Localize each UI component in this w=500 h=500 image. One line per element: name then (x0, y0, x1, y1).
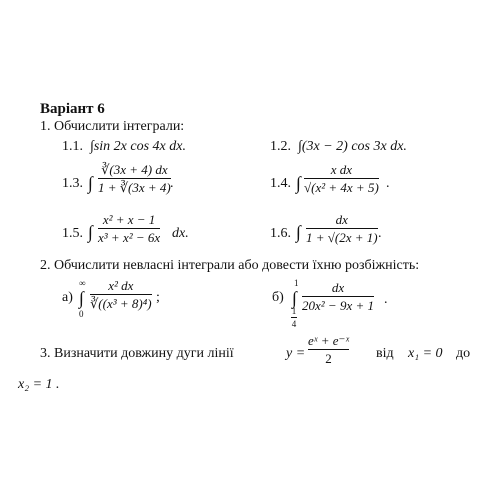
task2-b-denominator: 20x² − 9x + 1 (302, 298, 374, 313)
task2-b-numerator: dx (331, 280, 345, 295)
item-1-4-numerator: x dx (330, 162, 353, 177)
item-1-4-label: 1.4. (270, 176, 291, 191)
task2-heading: 2. Обчислити невласні інтеграли або довести їхню розбіжність: (40, 258, 420, 273)
task2-a-numerator: x² dx (108, 278, 134, 293)
task2-a-denominator: ∛((x³ + 8)⁴) (90, 296, 152, 311)
item-1-3-label: 1.3. (62, 176, 83, 191)
item-1-5-suffix: dx. (172, 226, 189, 241)
item-1-3-fraction (98, 162, 171, 195)
integral-sign-icon: ∫ (88, 173, 93, 193)
fraction-bar (304, 178, 379, 179)
integral-sign-icon: ∫ (292, 288, 297, 308)
integral-sign-icon: ∫ (88, 222, 93, 242)
item-1-5-fraction (98, 212, 160, 245)
variant-title: Варіант 6 (40, 101, 105, 117)
fraction-bar (98, 228, 160, 229)
task3-y-eq: y = (286, 346, 306, 361)
task3-numerator: eˣ + e⁻ˣ (308, 333, 350, 348)
task2-b-lower-num: 1 (291, 306, 297, 316)
task2-b-lower-den: 4 (291, 319, 297, 329)
item-1-3-period: . (170, 176, 174, 191)
item-1-2-expr: ∫(3x − 2) cos 3x dx. (298, 139, 407, 154)
task2-b-lower-limit (291, 306, 297, 329)
fraction-bar (302, 296, 374, 297)
fraction-bar (291, 317, 297, 318)
task2-b-label: б) (272, 290, 284, 305)
item-1-5-label: 1.5. (62, 226, 83, 241)
item-1-4-fraction (304, 162, 379, 195)
item-1-4-period: . (386, 176, 390, 191)
task2-a-fraction (90, 278, 152, 311)
item-1-6-fraction (306, 212, 378, 245)
item-1-1-expr: ∫sin 2x cos 4x dx. (90, 139, 186, 154)
item-1-6-numerator: dx (335, 212, 348, 227)
item-1-5-numerator: x² + x − 1 (102, 212, 156, 227)
task3-from: від (376, 346, 394, 361)
fraction-bar (98, 178, 171, 179)
integral-sign-icon: ∫ (296, 222, 301, 242)
task3-text: 3. Визначити довжину дуги лінії (40, 346, 234, 361)
task3-fraction (308, 333, 349, 366)
item-1-5-denominator: x³ + x² − 6x (98, 230, 161, 245)
fraction-bar (90, 294, 152, 295)
task2-b-period: . (384, 292, 388, 307)
task2-a-semicolon: ; (156, 290, 160, 305)
item-1-3-denominator: 1 + ∛(3x + 4) (98, 180, 171, 195)
item-1-6-label: 1.6. (270, 226, 291, 241)
item-1-3-numerator: ∛(3x + 4) dx (101, 162, 168, 177)
item-1-1-label: 1.1. (62, 139, 83, 154)
task2-a-lower-limit: 0 (79, 309, 84, 319)
task2-b-upper-limit: 1 (294, 278, 299, 288)
item-1-6-period: . (378, 226, 382, 241)
item-1-4-denominator: √(x² + 4x + 5) (304, 180, 379, 195)
item-1-6-denominator: 1 + √(2x + 1) (306, 230, 378, 245)
task1-heading: 1. Обчислити інтеграли: (40, 119, 185, 134)
integral-sign-icon: ∫ (79, 288, 84, 308)
fraction-bar (306, 228, 378, 229)
task3-denominator: 2 (325, 351, 332, 366)
task2-a-upper-limit: ∞ (79, 278, 86, 288)
task3-x2: x₂ = 1 . (18, 377, 60, 392)
task3-x1: x₁ = 0 (408, 346, 443, 361)
task3-to: до (456, 346, 471, 361)
task2-b-fraction (302, 280, 374, 313)
item-1-2-label: 1.2. (270, 139, 291, 154)
task2-a-label: а) (62, 290, 73, 305)
integral-sign-icon: ∫ (296, 173, 301, 193)
fraction-bar (308, 349, 349, 350)
